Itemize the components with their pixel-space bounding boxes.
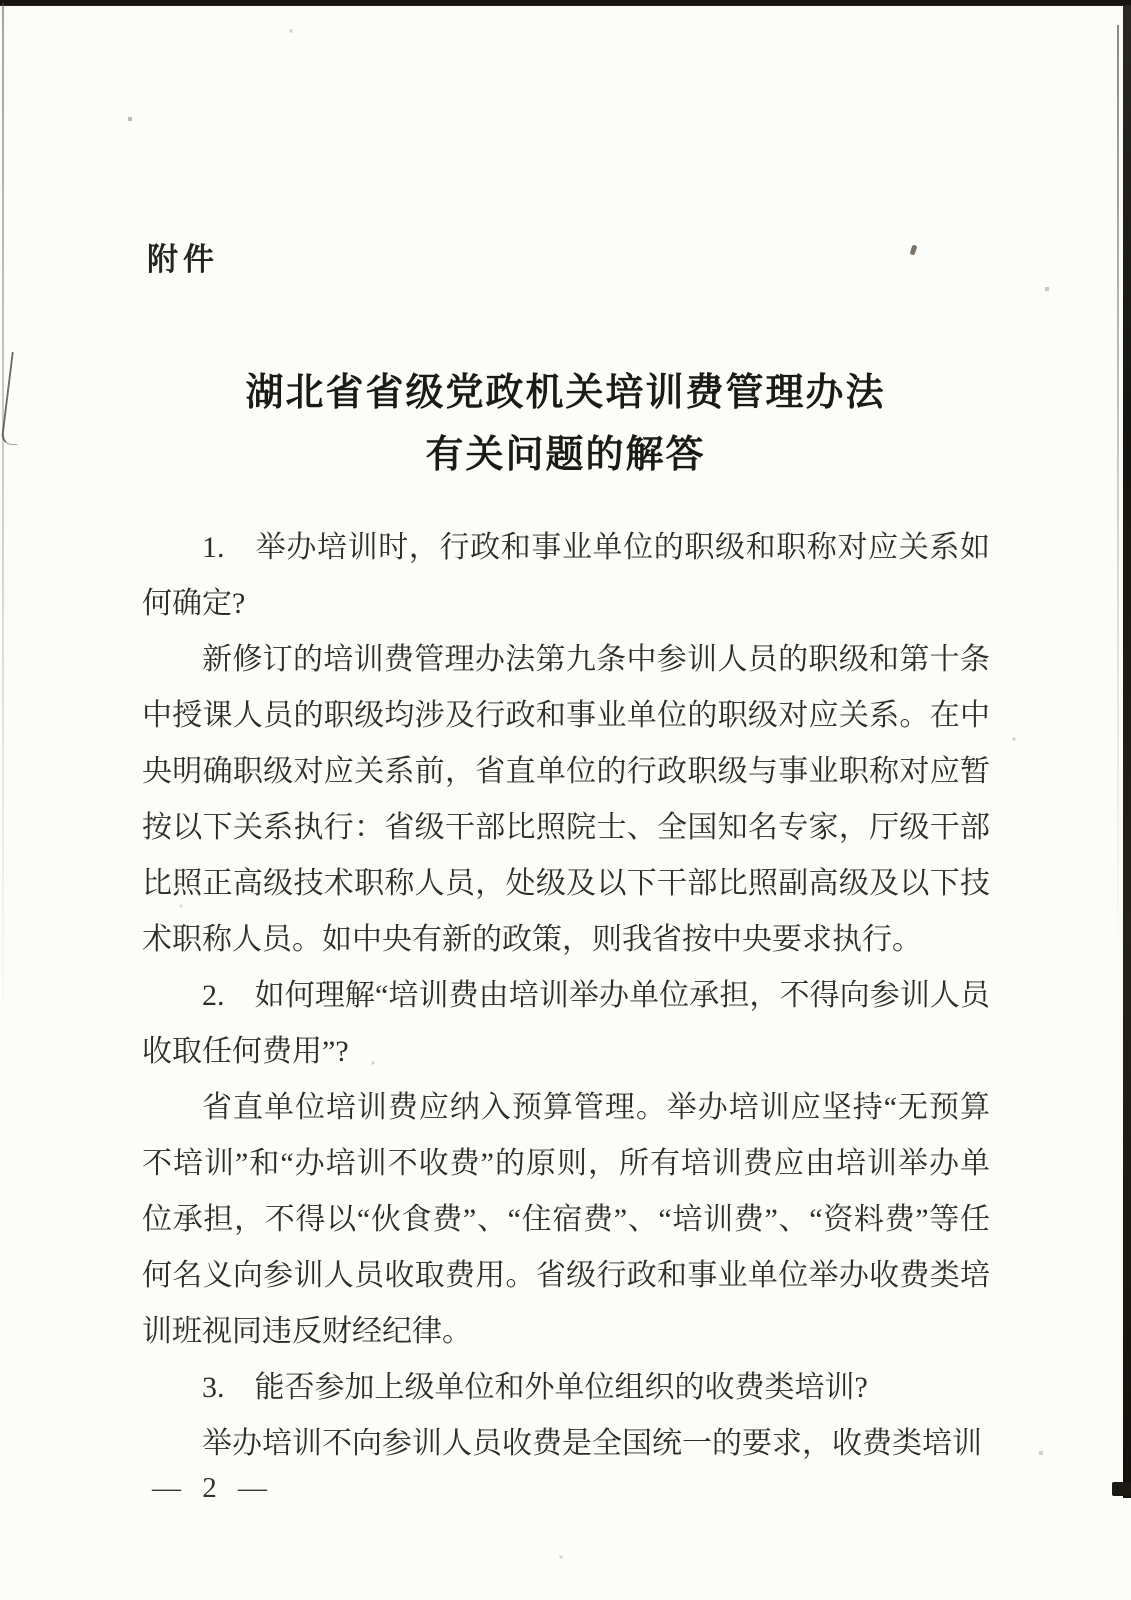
scan-artifact-ink-speck [910,244,918,255]
answer-1: 新修订的培训费管理办法第九条中参训人员的职级和第十条中授课人员的职级均涉及行政和事业单位的职级对应关系。在中央明确职级对应关系前，省直单位的行政职级与事业职称对应暂按以下关系执行：省级干部比照院士、全国知名专家，厅级干部比照正高级技术职称人员，处级及以下干部比照副高级及以下技术职称人员。如中央有新的政策，则我省按中央要求执行。 [142,643,990,956]
scan-artifact-bottom-right-blob [1112,1482,1131,1496]
scan-artifact-right-edge-band [1123,6,1131,1498]
scan-artifact-top-edge [0,0,1131,6]
page-number: — 2 — [152,1472,274,1504]
document-title-line-1: 湖北省省级党政机关培训费管理办法 [245,372,886,414]
question-3: 3. 能否参加上级单位和外单位组织的收费类培训? [202,1371,868,1404]
scan-artifact-right-hairline [1117,25,1119,965]
question-2: 2. 如何理解“培训费由培训举办单位承担，不得向参训人员收取任何费用”? [142,979,990,1068]
attachment-label: 附件 [147,242,219,277]
document-body [142,520,990,1472]
question-1: 1. 举办培训时，行政和事业单位的职级和职称对应关系如何确定? [142,531,990,620]
scan-artifact-left-hairline [2,3,4,1038]
answer-3: 举办培训不向参训人员收费是全国统一的要求，收费类培训 [202,1427,982,1460]
answer-2: 省直单位培训费应纳入预算管理。举办培训应坚持“无预算不培训”和“办培训不收费”的原则，所有培训费应由培训举办单位承担，不得以“伙食费”、“住宿费”、“培训费”、“资料费”等任何名义向参训人员收取费用。省级行政和事业单位举办收费类培训班视同违反财经纪律。 [142,1091,990,1348]
scan-artifact-noise-specks [0,0,2,2]
document-title [0,362,1131,486]
document-title-line-2: 有关问题的解答 [425,434,706,476]
